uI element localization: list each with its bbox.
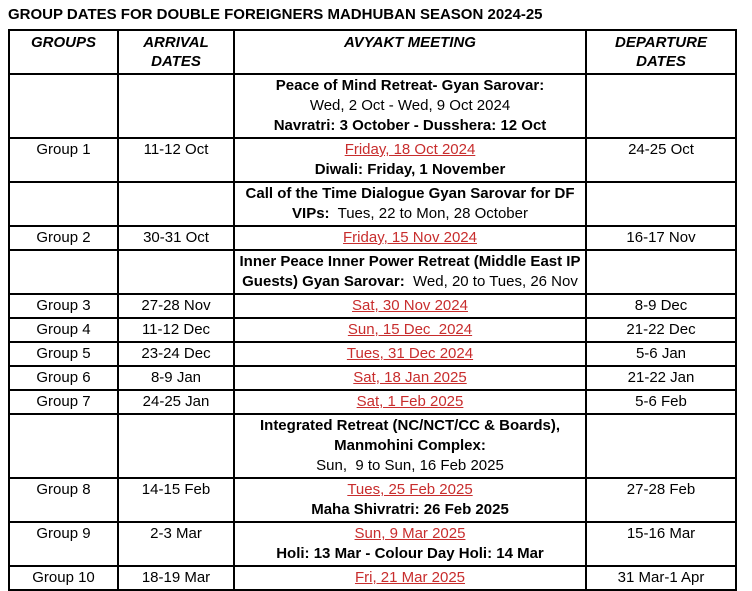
meeting-date: Fri, 21 Mar 2025 bbox=[354, 569, 466, 586]
meeting-date: Sun, 9 Mar 2025 bbox=[354, 525, 466, 542]
arrival-dates-cell: 23-24 Dec bbox=[118, 342, 234, 366]
event-line bbox=[238, 204, 582, 224]
group-row bbox=[9, 390, 736, 414]
meeting-cell bbox=[234, 226, 586, 250]
group-name-cell: Group 4 bbox=[9, 318, 118, 342]
event-segment: Wed, 2 Oct - Wed, 9 Oct 2024 bbox=[309, 97, 511, 114]
event-segment-bold: Integrated Retreat (NC/NCT/CC & Boards), bbox=[259, 417, 561, 434]
arrival-dates-cell: 24-25 Jan bbox=[118, 390, 234, 414]
event-segment-bold: Call of the Time Dialogue Gyan Sarovar for DF bbox=[245, 185, 575, 202]
event-line bbox=[238, 76, 582, 96]
schedule-table bbox=[8, 29, 737, 591]
departure-dates-cell: 15-16 Mar bbox=[586, 522, 736, 566]
group-name-cell: Group 7 bbox=[9, 390, 118, 414]
arrival-dates-cell: 8-9 Jan bbox=[118, 366, 234, 390]
event-row bbox=[9, 250, 736, 294]
arrival-dates-cell bbox=[118, 250, 234, 294]
event-line bbox=[238, 96, 582, 116]
group-row bbox=[9, 366, 736, 390]
arrival-dates-cell: 14-15 Feb bbox=[118, 478, 234, 522]
arrival-dates-cell: 11-12 Oct bbox=[118, 138, 234, 182]
meeting-date: Sat, 30 Nov 2024 bbox=[352, 297, 468, 314]
departure-dates-cell: 21-22 Dec bbox=[586, 318, 736, 342]
arrival-dates-cell: 27-28 Nov bbox=[118, 294, 234, 318]
departure-dates-cell: 8-9 Dec bbox=[586, 294, 736, 318]
event-line bbox=[238, 116, 582, 136]
event-row bbox=[9, 414, 736, 478]
meeting-cell bbox=[234, 366, 586, 390]
group-row bbox=[9, 522, 736, 566]
event-line bbox=[238, 416, 582, 436]
event-segment-bold: VIPs: bbox=[292, 205, 330, 222]
meeting-cell bbox=[234, 318, 586, 342]
header-row bbox=[9, 30, 736, 74]
event-segment: Wed, 20 to Tues, 26 Nov bbox=[404, 273, 578, 290]
group-row bbox=[9, 294, 736, 318]
meeting-cell bbox=[234, 138, 586, 182]
meeting-cell bbox=[234, 182, 586, 226]
meeting-date: Friday, 18 Oct 2024 bbox=[344, 141, 476, 158]
page-title: GROUP DATES FOR DOUBLE FOREIGNERS MADHUBAN SEASON 2024-25 bbox=[8, 6, 543, 23]
event-segment: Sun, 9 to Sun, 16 Feb 2025 bbox=[316, 457, 504, 474]
meeting-note: Diwali: Friday, 1 November bbox=[314, 161, 506, 178]
event-line bbox=[238, 272, 582, 292]
arrival-dates-cell bbox=[118, 182, 234, 226]
departure-dates-cell: 27-28 Feb bbox=[586, 478, 736, 522]
meeting-cell bbox=[234, 390, 586, 414]
meeting-date: Tues, 31 Dec 2024 bbox=[346, 345, 474, 362]
departure-dates-cell: 21-22 Jan bbox=[586, 366, 736, 390]
group-row bbox=[9, 478, 736, 522]
group-name-cell bbox=[9, 250, 118, 294]
meeting-cell bbox=[234, 522, 586, 566]
arrival-dates-cell bbox=[118, 74, 234, 138]
event-segment-bold: Peace of Mind Retreat- Gyan Sarovar: bbox=[275, 77, 545, 94]
meeting-cell bbox=[234, 478, 586, 522]
meeting-note: Holi: 13 Mar - Colour Day Holi: 14 Mar bbox=[276, 545, 544, 562]
col-header-groups bbox=[9, 30, 118, 74]
event-line bbox=[238, 252, 582, 272]
col-header-groups-label: GROUPS bbox=[30, 34, 96, 51]
meeting-date: Sun, 15 Dec 2024 bbox=[347, 321, 473, 338]
meeting-note: Maha Shivratri: 26 Feb 2025 bbox=[311, 501, 509, 518]
event-row bbox=[9, 182, 736, 226]
group-name-cell: Group 1 bbox=[9, 138, 118, 182]
meeting-date: Sat, 1 Feb 2025 bbox=[356, 393, 464, 410]
col-header-departure-line2: DATES bbox=[636, 53, 686, 70]
meeting-cell bbox=[234, 414, 586, 478]
departure-dates-cell bbox=[586, 414, 736, 478]
group-row bbox=[9, 318, 736, 342]
departure-dates-cell: 5-6 Jan bbox=[586, 342, 736, 366]
meeting-cell bbox=[234, 250, 586, 294]
departure-dates-cell: 5-6 Feb bbox=[586, 390, 736, 414]
event-line bbox=[238, 456, 582, 476]
event-line bbox=[238, 184, 582, 204]
meeting-date: Sat, 18 Jan 2025 bbox=[353, 369, 467, 386]
event-segment: Tues, 22 to Mon, 28 October bbox=[329, 205, 528, 222]
col-header-avyakt-meeting bbox=[234, 30, 586, 74]
event-segment-bold: Inner Peace Inner Power Retreat (Middle East IP bbox=[239, 253, 581, 270]
col-header-arrival-dates bbox=[118, 30, 234, 74]
group-row bbox=[9, 342, 736, 366]
group-row bbox=[9, 226, 736, 250]
group-name-cell bbox=[9, 182, 118, 226]
group-name-cell bbox=[9, 414, 118, 478]
col-header-arrival-line1: ARRIVAL bbox=[143, 34, 209, 51]
col-header-departure-dates bbox=[586, 30, 736, 74]
group-row bbox=[9, 566, 736, 590]
col-header-meeting-label: AVYAKT MEETING bbox=[344, 34, 476, 51]
col-header-arrival-line2: DATES bbox=[151, 53, 201, 70]
departure-dates-cell bbox=[586, 250, 736, 294]
departure-dates-cell: 31 Mar-1 Apr bbox=[586, 566, 736, 590]
event-segment-bold: Manmohini Complex: bbox=[334, 437, 486, 454]
departure-dates-cell: 24-25 Oct bbox=[586, 138, 736, 182]
meeting-cell bbox=[234, 342, 586, 366]
group-name-cell: Group 10 bbox=[9, 566, 118, 590]
group-row bbox=[9, 138, 736, 182]
group-name-cell: Group 9 bbox=[9, 522, 118, 566]
arrival-dates-cell: 11-12 Dec bbox=[118, 318, 234, 342]
group-name-cell: Group 3 bbox=[9, 294, 118, 318]
group-name-cell: Group 2 bbox=[9, 226, 118, 250]
event-segment-bold: Navratri: 3 October - Dusshera: 12 Oct bbox=[273, 117, 547, 134]
arrival-dates-cell: 2-3 Mar bbox=[118, 522, 234, 566]
meeting-cell bbox=[234, 74, 586, 138]
event-line bbox=[238, 436, 582, 456]
group-name-cell: Group 6 bbox=[9, 366, 118, 390]
group-name-cell: Group 8 bbox=[9, 478, 118, 522]
arrival-dates-cell: 30-31 Oct bbox=[118, 226, 234, 250]
meeting-cell bbox=[234, 566, 586, 590]
meeting-date: Friday, 15 Nov 2024 bbox=[343, 229, 477, 246]
arrival-dates-cell: 18-19 Mar bbox=[118, 566, 234, 590]
meeting-date: Tues, 25 Feb 2025 bbox=[347, 481, 473, 498]
group-name-cell: Group 5 bbox=[9, 342, 118, 366]
meeting-cell bbox=[234, 294, 586, 318]
departure-dates-cell bbox=[586, 74, 736, 138]
schedule-table-body bbox=[9, 74, 736, 590]
event-row bbox=[9, 74, 736, 138]
departure-dates-cell: 16-17 Nov bbox=[586, 226, 736, 250]
event-segment-bold: Guests) Gyan Sarovar: bbox=[242, 273, 405, 290]
departure-dates-cell bbox=[586, 182, 736, 226]
col-header-departure-line1: DEPARTURE bbox=[615, 34, 707, 51]
arrival-dates-cell bbox=[118, 414, 234, 478]
group-name-cell bbox=[9, 74, 118, 138]
